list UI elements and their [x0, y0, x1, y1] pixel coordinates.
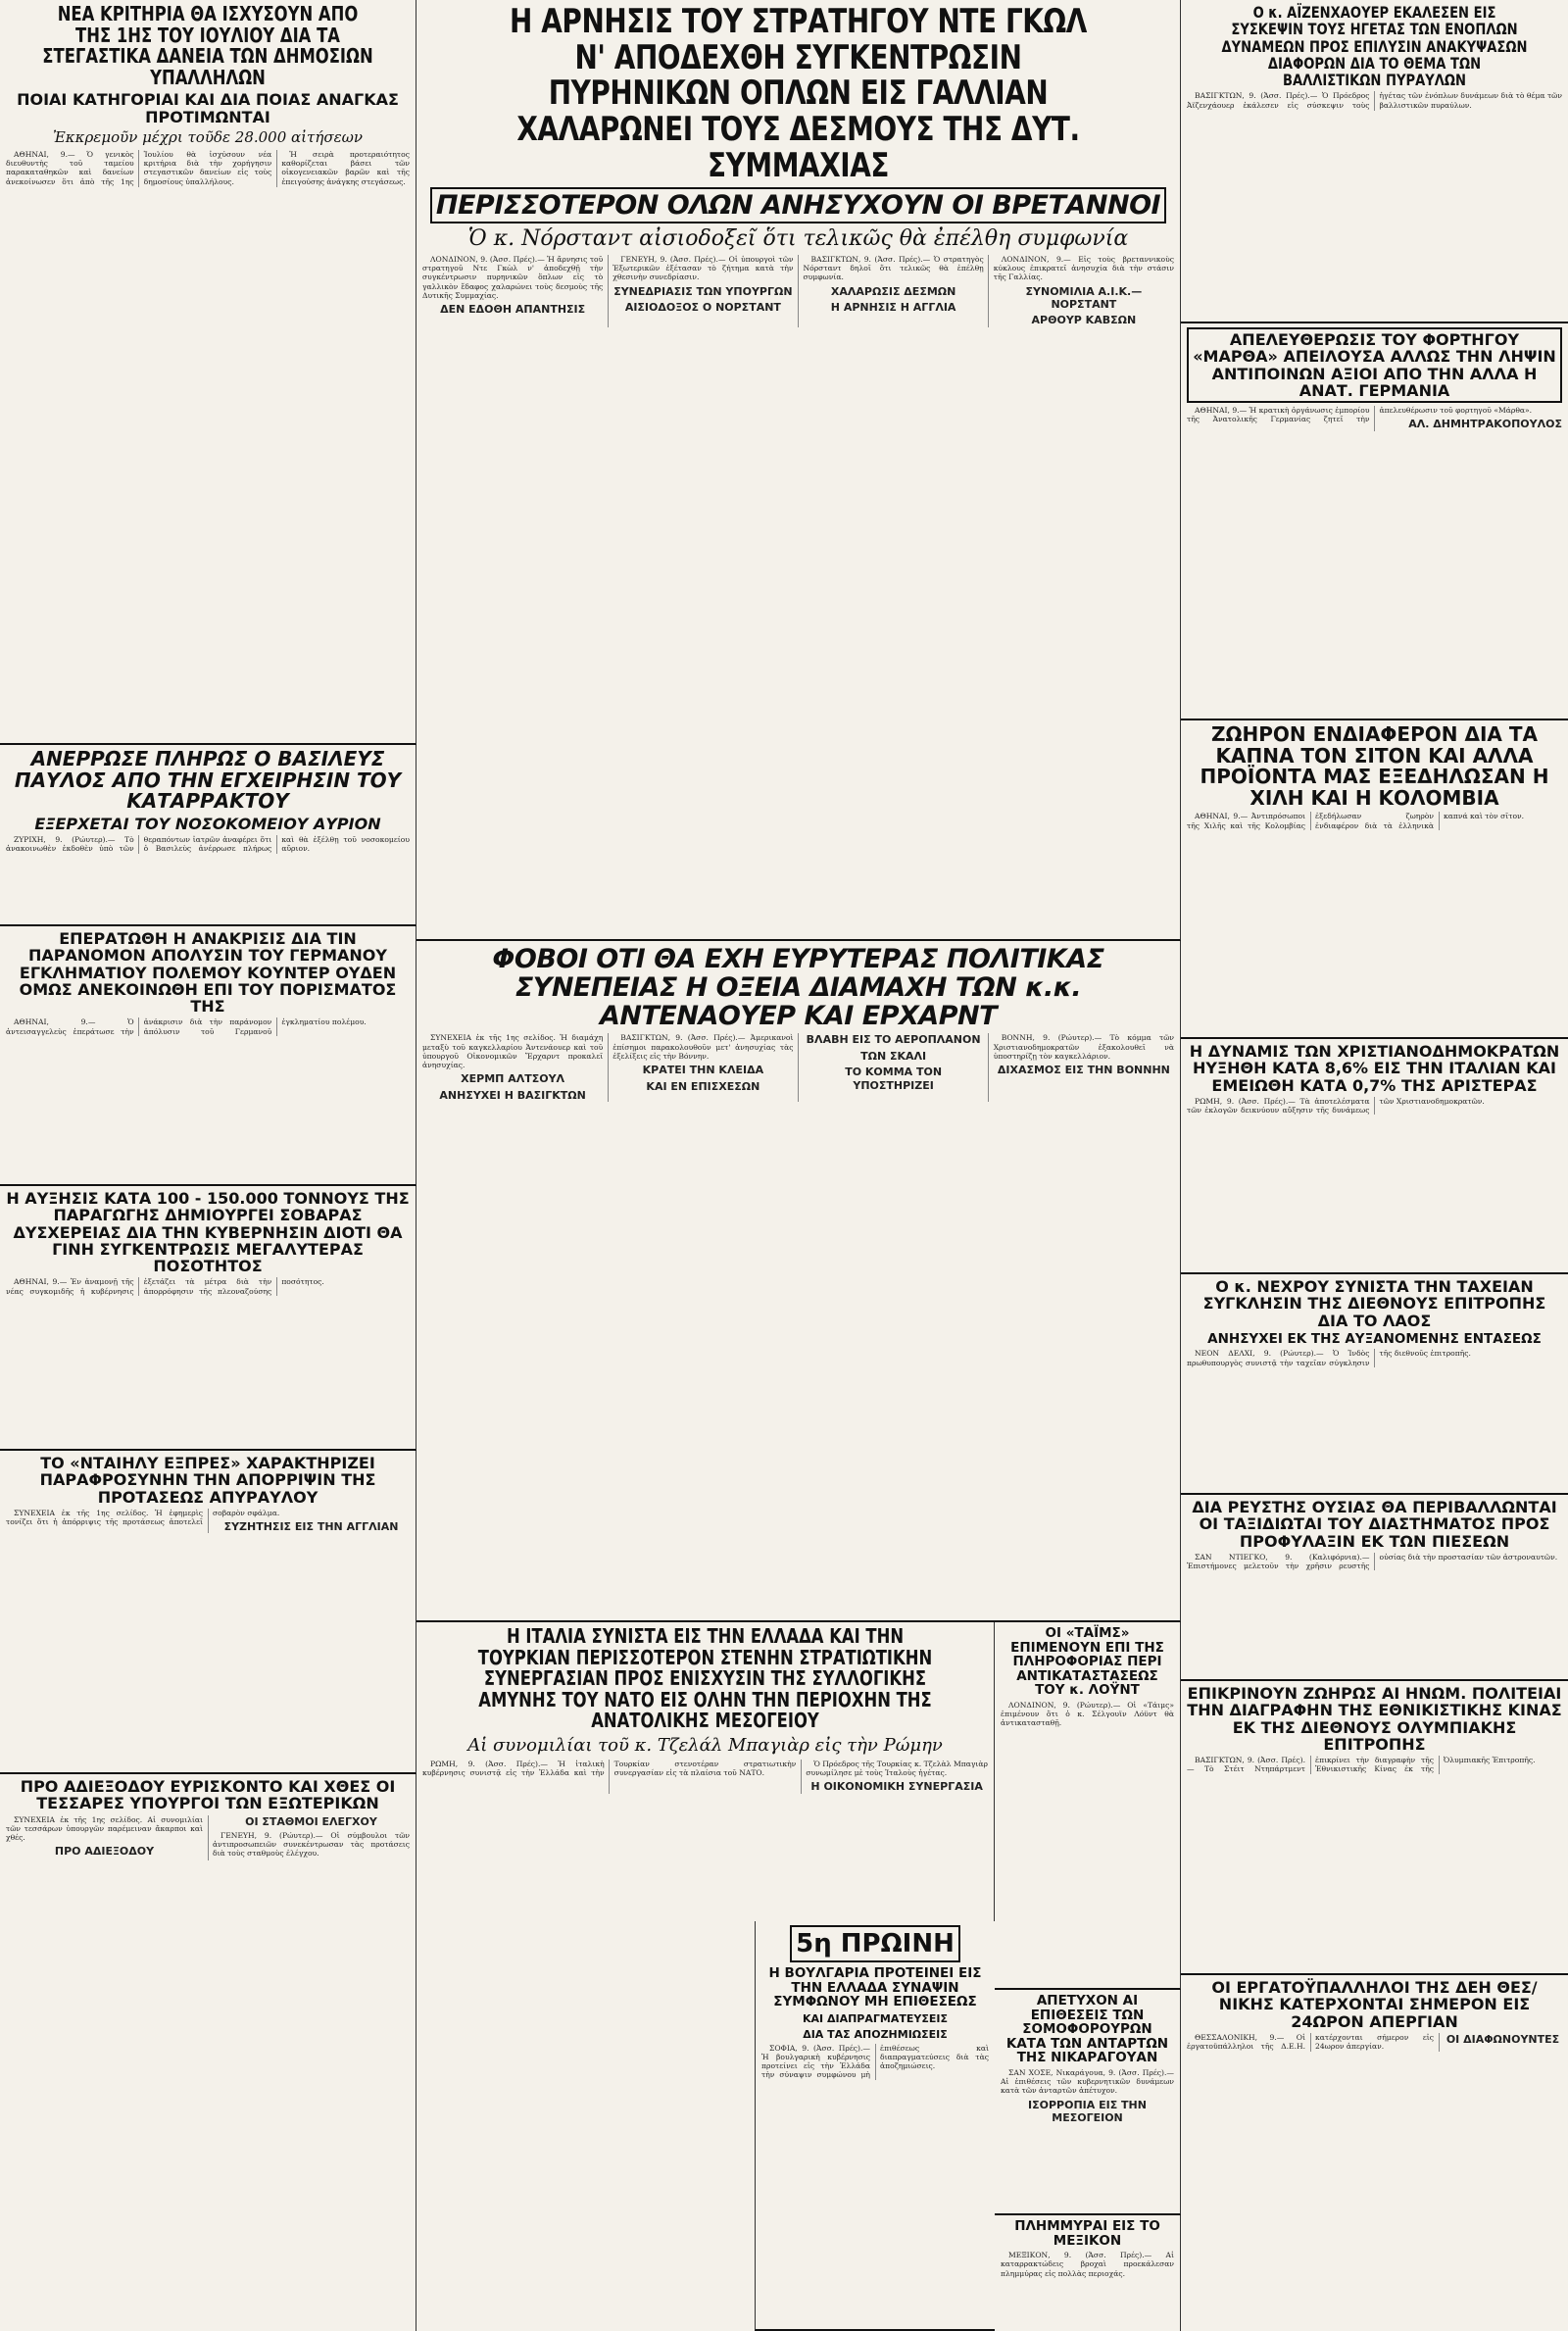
article-mexico-floods: [995, 2215, 1181, 2331]
paragraph: ΒΑΣΙΓΚΤΩΝ, 9. (Ἀσσ. Πρές).— Ὁ Πρόεδρος Ἀϊζενχάουερ ἐκάλεσεν εἰς σύσκεψιν τοὺς ἡγέτας τῶν ἐνόπλων δυνάμεων διὰ τὸ θέμα τῶν βαλλιστικῶν πυραύλων.: [1187, 91, 1562, 110]
kicker: ΑΙΣΙΟΔΟΞΟΣ Ο ΝΟΡΣΤΑΝΤ: [624, 300, 781, 314]
headline: ΑΠΕΤΥΧΟΝ ΑΙ ΕΠΙΘΕΣΕΙΣ ΤΩΝ ΣΟΜΟΦΟΡΟΥΡΩΝ ΚΑΤΑ ΤΩΝ ΑΝΤΑΡΤΩΝ ΤΗΣ ΝΙΚΑΡΑΓΟΥΑΝ: [1005, 1993, 1169, 2066]
paragraph: Ὁ Πρόεδρος τῆς Τουρκίας κ. Τζελὰλ Μπαγιὰρ συνωμίλησε μὲ τοὺς Ἰταλοὺς ἡγέτας.: [806, 1759, 988, 1778]
article-daily-express: [0, 1451, 416, 1774]
article-body: [6, 835, 410, 854]
headline: Η ΒΟΥΛΓΑΡΙΑ ΠΡΟΤΕΙΝΕΙ ΕΙΣ ΤΗΝ ΕΛΛΑΔΑ ΣΥΝΑΨΙΝ ΣΥΜΦΩΝΟΥ ΜΗ ΕΠΙΘΕΣΕΩΣ: [768, 1965, 982, 2010]
paragraph: ΒΑΣΙΓΚΤΩΝ, 9. (Ἀσσ. Πρές).— Τὸ Στέιτ Ντηπάρτμεντ ἐπικρίνει τὴν διαγραφὴν τῆς Ἐθνικιστικῆς Κίνας ἐκ τῆς Ὀλυμπιακῆς Ἐπιτροπῆς.: [1187, 1756, 1536, 1774]
paragraph: ΣΑΝ ΧΟΣΕ, Νικαράγουα, 9. (Ἀσσ. Πρές).— Αἱ ἐπιθέσεις τῶν κυβερνητικῶν δυνάμεων κατὰ τῶν ἀνταρτῶν ἀπέτυχον.: [1001, 2067, 1174, 2096]
paragraph: ΒΑΣΙΓΚΤΩΝ, 9. (Ἀσσ. Πρές).— Ἀμερικανοὶ ἐπίσημοι παρακολουθοῦν μετ' ἀνησυχίας τὰς ἐξελίξεις εἰς τὴν Βόννην.: [612, 1033, 794, 1061]
kicker: ΧΕΡΜΠ ΑΛΤΣΟΥΛ: [461, 1072, 565, 1086]
kicker: ΔΙΑ ΤΑΣ ΑΠΟΖΗΜΙΩΣΕΙΣ: [803, 2027, 948, 2041]
article-body: [1187, 812, 1562, 830]
paragraph: ΜΕΞΙΚΟΝ, 9. (Ἀσσ. Πρές).— Αἱ καταρρακτώδεις βροχαὶ προεκάλεσαν πλημμύρας εἰς πολλὰς περιοχάς.: [1001, 2251, 1174, 2278]
article-body: [1187, 1553, 1562, 1571]
article-body: [422, 1760, 988, 1794]
subheadline: ΠΟΙΑΙ ΚΑΤΗΓΟΡΙΑΙ ΚΑΙ ΔΙΑ ΠΟΙΑΣ ΑΝΑΓΚΑΣ ΠΡΟΤΙΜΩΝΤΑΙ: [17, 90, 399, 126]
article-kounter-inquiry: [0, 926, 416, 1186]
paragraph: ΣΥΝΕΧΕΙΑ ἐκ τῆς 1ης σελίδος. Αἱ συνομιλίαι τῶν τεσσάρων ὑπουργῶν παρέμειναν ἄκαρποι καὶ χθές.: [6, 1814, 203, 1843]
article-body: [422, 1033, 1174, 1102]
article-body: [6, 1277, 410, 1296]
byline: ΑΡΘΟΥΡ ΚΑΒΣΩΝ: [1031, 314, 1137, 327]
paragraph: ΡΩΜΗ, 9. (Ἀσσ. Πρές).— Τὰ ἀποτελέσματα τῶν ἐκλογῶν δεικνύουν αὔξησιν τῆς δυνάμεως τῶν Χριστιανοδημοκρατῶν.: [1187, 1096, 1485, 1116]
article-housing-loans: [0, 0, 416, 745]
article-body: [422, 255, 1174, 327]
kicker: ΤΩΝ ΣΚΑΛΙ: [860, 1049, 927, 1063]
kicker: Η ΟΙΚΟΝΟΜΙΚΗ ΣΥΝΕΡΓΑΣΙΑ: [810, 1780, 983, 1794]
edition-banner: 5η ΠΡΩΙΝΗ: [790, 1925, 960, 1962]
article-chile-colombia: [1181, 720, 1568, 1039]
article-martha-ship: [1181, 323, 1568, 720]
kicker: ΚΡΑΤΕΙ ΤΗΝ ΚΛΕΙΔΑ: [642, 1064, 764, 1077]
article-body: [1001, 2251, 1174, 2280]
headline: ΕΠΕΡΑΤΩΘΗ Η ΑΝΑΚΡΙΣΙΣ ΔΙΑ ΤΙΝ ΠΑΡΑΝΟΜΟΝ ΑΠΟΛΥΣΙΝ ΤΟΥ ΓΕΡΜΑΝΟΥ ΕΓΚΛΗΜΑΤΙΟΥ ΠΟΛΕΜΟΥ ΚΟΥΝΤΕΡ ΟΥΔΕΝ ΟΜΩΣ ΑΝΕΚΟΙΝΩΘΗ ΕΠΙ ΤΟΥ ΠΟΡΙΣΜΑΤΟΣ ΤΗΣ: [19, 929, 397, 1017]
article-production-increase: [0, 1186, 416, 1451]
kicker: ΠΡΟ ΑΔΙΕΞΟΔΟΥ: [54, 1845, 155, 1859]
paragraph: ΣΑΝ ΝΤΙΕΓΚΟ, 9. (Καλιφόρνια).— Ἐπιστήμονες μελετοῦν τὴν χρῆσιν ρευστῆς οὐσίας διὰ τὴν προστασίαν τῶν ἀστροναυτῶν.: [1187, 1552, 1558, 1571]
paragraph: ΑΘΗΝΑΙ, 9.— Ἐν ἀναμονῇ τῆς νέας συγκομιδῆς ἡ κυβέρνησις ἐξετάζει τὰ μέτρα διὰ τὴν ἀπορρόφησιν τῆς πλεοναζούσης ποσότητος.: [6, 1277, 324, 1296]
article-eisenhower: [1181, 0, 1568, 323]
byline: ΑΛ. ΔΗΜΗΤΡΑΚΟΠΟΥΛΟΣ: [1408, 418, 1562, 431]
article-christian-democrats: [1181, 1039, 1568, 1274]
article-de-gaulle: [416, 0, 1181, 941]
kicker: ΙΣΟΡΡΟΠΙΑ ΕΙΣ ΤΗΝ ΜΕΣΟΓΕΙΟΝ: [1028, 2098, 1147, 2125]
headline: ΠΛΗΜΜΥΡΑΙ ΕΙΣ ΤΟ ΜΕΞΙΚΟΝ: [1014, 2218, 1160, 2249]
headline: ΟΙ «ΤΑΪΜΣ» ΕΠΙΜΕΝΟΥΝ ΕΠΙ ΤΗΣ ΠΛΗΡΟΦΟΡΙΑΣ ΠΕΡΙ ΑΝΤΙΚΑΤΑΣΤΑΣΕΩΣ ΤΟΥ κ. ΛΟΫΝΤ: [1010, 1625, 1164, 1699]
paragraph: ΛΟΝΔΙΝΟΝ, 9. (Ἀσσ. Πρές).— Ἡ ἄρνησις τοῦ στρατηγοῦ Ντε Γκὼλ ν' ἀποδεχθῇ τὴν συγκέντρωσιν πυρηνικῶν ὅπλων εἰς τὸ γαλλικὸν ἔδαφος χαλαρώνει τοὺς δεσμοὺς τῆς Δυτικῆς Συμμαχίας.: [422, 254, 604, 300]
article-body: [1001, 2068, 1174, 2128]
headline: ΕΠΙΚΡΙΝΟΥΝ ΖΩΗΡΩΣ ΑΙ ΗΝΩΜ. ΠΟΛΙΤΕΙΑΙ ΤΗΝ ΔΙΑΓΡΑΦΗΝ ΤΗΣ ΕΘΝΙΚΙΣΤΙΚΗΣ ΚΙΝΑΣ ΕΚ ΤΗΣ ΔΙΕΘΝΟΥΣ ΟΛΥΜΠΙΑΚΗΣ ΕΠΙΤΡΟΠΗΣ: [1187, 1684, 1562, 1754]
paragraph: ΑΘΗΝΑΙ, 9.— Ὁ ἀντεισαγγελεὺς ἐπεράτωσε τὴν ἀνάκρισιν διὰ τὴν παράνομον ἀπόλυσιν τοῦ Γερμανοῦ ἐγκληματίου πολέμου.: [6, 1017, 367, 1036]
kicker: ΔΕΝ ΕΔΟΘΗ ΑΠΑΝΤΗΣΙΣ: [440, 303, 586, 316]
paragraph: ΝΕΟΝ ΔΕΛΧΙ, 9. (Ρώυτερ).— Ὁ Ἰνδὸς πρωθυπουργὸς συνιστᾷ τὴν ταχεῖαν σύγκλησιν τῆς διεθνοῦς ἐπιτροπῆς.: [1187, 1349, 1471, 1367]
paragraph: ΑΘΗΝΑΙ, 9.— Ὁ γενικὸς διευθυντὴς τοῦ ταμείου παρακαταθηκῶν καὶ δανείων ἀνεκοίνωσεν ὅτι ἀπὸ τῆς 1ης Ἰουλίου θὰ ἰσχύσουν νέα κριτήρια διὰ τὴν χορήγησιν στεγαστικῶν δανείων εἰς τοὺς δημοσίους ὑπαλλήλους.: [6, 149, 272, 186]
article-olympic-china: [1181, 1681, 1568, 1975]
paragraph: ΣΟΦΙΑ, 9. (Ἀσσ. Πρές).— Ἡ βουλγαρικὴ κυβέρνησις προτείνει εἰς τὴν Ἑλλάδα τὴν σύναψιν συμφώνου μὴ ἐπιθέσεως καὶ διαπραγματεύσεις διὰ τὰς ἀποζημιώσεις.: [761, 2043, 989, 2080]
headline: ΦΟΒΟΙ ΟΤΙ ΘΑ ΕΧΗ ΕΥΡΥΤΕΡΑΣ ΠΟΛΙΤΙΚΑΣ ΣΥΝΕΠΕΙΑΣ Η ΟΞΕΙΑ ΔΙΑΜΑΧΗ ΤΩΝ κ.κ. ΑΝΤΕΝΑΟΥΕΡ ΚΑΙ ΕΡΧΑΡΝΤ: [492, 944, 1104, 1032]
kicker: ΑΝΗΣΥΧΕΙ Η ΒΑΣΙΓΚΤΩΝ: [439, 1088, 586, 1102]
article-bulgaria: [755, 1921, 995, 2331]
paragraph: Ἡ σειρὰ προτεραιότητος καθορίζεται βάσει τῶν οἰκογενειακῶν βαρῶν καὶ τῆς ἐπειγούσης ἀνάγκης στεγάσεως.: [281, 149, 410, 186]
subheadline: ΕΞΕΡΧΕΤΑΙ ΤΟΥ ΝΟΣΟΚΟΜΕΙΟΥ ΑΥΡΙΟΝ: [34, 814, 381, 833]
paragraph: ΛΟΝΔΙΝΟΝ, 9.— Εἰς τοὺς βρεταννικοὺς κύκλους ἐπικρατεῖ ἀνησυχία διὰ τὴν στάσιν τῆς Γαλλίας.: [993, 254, 1174, 282]
paragraph: ΒΑΣΙΓΚΤΩΝ, 9. (Ἀσσ. Πρές).— Ὁ στρατηγὸς Νόρσταντ δηλοῖ ὅτι τελικῶς θὰ ἐπέλθῃ συμφωνία.: [803, 254, 984, 282]
headline: ΝΕΑ ΚΡΙΤΗΡΙΑ ΘΑ ΙΣΧΥΣΟΥΝ ΑΠΟ ΤΗΣ 1ΗΣ ΤΟΥ ΙΟΥΛΙΟΥ ΔΙΑ ΤΑ ΣΤΕΓΑΣΤΙΚΑ ΔΑΝΕΙΑ ΤΩΝ ΔΗΜΟΣΙΩΝ ΥΠΑΛΛΗΛΩΝ: [42, 2, 373, 89]
kicker: ΟΙ ΣΤΑΘΜΟΙ ΕΛΕΓΧΟΥ: [245, 1814, 377, 1828]
article-adenauer-erhard: [416, 941, 1181, 1622]
paragraph: ΣΥΝΕΧΕΙΑ ἐκ τῆς 1ης σελίδος. Ἡ ἐφημερὶς τονίζει ὅτι ἡ ἀπόρριψις τῆς προτάσεως ἀποτελεῖ σοβαρὸν σφάλμα.: [6, 1508, 280, 1527]
deck: Αἱ συνομιλίαι τοῦ κ. Τζελάλ Μπαγιὰρ εἰς τὴν Ρώμην: [467, 1734, 943, 1756]
paragraph: ΖΥΡΙΧΗ, 9. (Ρώυτερ).— Τὸ ἀνακοινωθὲν ἐκδοθὲν ὑπὸ τῶν θεραπόντων ἰατρῶν ἀναφέρει ὅτι ὁ Βασιλεὺς ἀνέρρωσε πλήρως καὶ θὰ ἐξέλθῃ τοῦ νοσοκομείου αὔριον.: [6, 835, 410, 854]
article-body: [6, 1017, 410, 1036]
headline: Η ΙΤΑΛΙΑ ΣΥΝΙΣΤΑ ΕΙΣ ΤΗΝ ΕΛΛΑΔΑ ΚΑΙ ΤΗΝ ΤΟΥΡΚΙΑΝ ΠΕΡΙΣΣΟΤΕΡΟΝ ΣΤΕΝΗΝ ΣΤΡΑΤΙΩΤΙΚΗΝ ΣΥΝΕΡΓΑΣΙΑΝ ΠΡΟΣ ΕΝΙΣΧΥΣΙΝ ΤΗΣ ΣΥΛΛΟΓΙΚΗΣ ΑΜΥΝΗΣ ΤΟΥ ΝΑΤΟ ΕΙΣ ΟΛΗΝ ΤΗΝ ΠΕΡΙΟΧΗΝ ΤΗΣ ΑΝΑΤΟΛΙΚΗΣ ΜΕΣΟΓΕΙΟΥ: [477, 1624, 933, 1733]
article-body: [1001, 1701, 1174, 1730]
paragraph: ΒΟΝΝΗ, 9. (Ρώυτερ).— Τὸ κόμμα τῶν Χριστιανοδημοκρατῶν ἐξακολουθεῖ νὰ ὑποστηρίζῃ τὸν καγκελλάριον.: [993, 1033, 1174, 1061]
article-body: [761, 2044, 989, 2080]
article-body: [6, 150, 410, 187]
paragraph: ΣΥΝΕΧΕΙΑ ἐκ τῆς 1ης σελίδος. Ἡ διαμάχη μεταξὺ τοῦ καγκελλαρίου Ἀντενάουερ καὶ τοῦ ὑπουργοῦ Οἰκονομικῶν Ἔρχαρντ προκαλεῖ ἀνησυχίας.: [422, 1033, 604, 1070]
kicker: ΤΟ ΚΟΜΜΑ ΤΟΝ ΥΠΟΣΤΗΡΙΖΕΙ: [845, 1066, 943, 1092]
paragraph: ΓΕΝΕΥΗ, 9. (Ἀσσ. Πρές).— Οἱ ὑπουργοὶ τῶν Ἐξωτερικῶν ἐξέτασαν τὸ ζήτημα κατὰ τὴν χθεσινὴν συνεδρίασιν.: [612, 254, 794, 282]
paragraph: ΑΘΗΝΑΙ, 9.— Ἡ κρατικὴ ὀργάνωσις ἐμπορίου τῆς Ἀνατολικῆς Γερμανίας ζητεῖ τὴν ἀπελευθέρωσιν τοῦ φορτηγοῦ «Μάρθα».: [1187, 406, 1533, 424]
headline: ΔΙΑ ΡΕΥΣΤΗΣ ΟΥΣΙΑΣ ΘΑ ΠΕΡΙΒΑΛΛΩΝΤΑΙ ΟΙ ΤΑΞΙΔΙΩΤΑΙ ΤΟΥ ΔΙΑΣΤΗΜΑΤΟΣ ΠΡΟΣ ΠΡΟΦΥΛΑΞΙΝ ΕΚ ΤΩΝ ΠΙΕΣΕΩΝ: [1192, 1498, 1557, 1551]
paragraph: ΡΩΜΗ, 9. (Ἀσσ. Πρές).— Ἡ ἰταλικὴ κυβέρνησις συνιστᾷ εἰς τὴν Ἑλλάδα καὶ τὴν Τουρκίαν στενοτέραν στρατιωτικὴν συνεργασίαν εἰς τὰ πλαίσια τοῦ ΝΑΤΟ.: [422, 1759, 797, 1778]
deck: Ἐκκρεμοῦν μέχρι τοῦδε 28.000 αἰτήσεων: [53, 127, 363, 146]
article-body: [1187, 1349, 1562, 1367]
article-body: [1187, 2033, 1562, 2052]
article-body: [1187, 1756, 1562, 1774]
kicker: ΚΑΙ ΕΝ ΕΠΙΣΧΕΣΩΝ: [646, 1079, 760, 1093]
article-nehru-laos: [1181, 1274, 1568, 1495]
kicker: ΒΛΑΒΗ ΕΙΣ ΤΟ ΑΕΡΟΠΛΑΝΟΝ: [806, 1033, 981, 1047]
subheadline: ΠΕΡΙΣΣΟΤΕΡΟΝ ΟΛΩΝ ΑΝΗΣΥΧΟΥΝ ΟΙ ΒΡΕΤΑΝΝΟΙ: [430, 187, 1166, 223]
article-body: [6, 1509, 410, 1534]
article-body: [1187, 91, 1562, 111]
kicker: ΔΙΧΑΣΜΟΣ ΕΙΣ ΤΗΝ ΒΟΝΝΗΝ: [997, 1064, 1170, 1077]
kicker: ΚΑΙ ΔΙΑΠΡΑΓΜΑΤΕΥΣΕΙΣ: [803, 2011, 948, 2025]
headline: ΤΟ «ΝΤΑΙΗΛΥ ΕΞΠΡΕΣ» ΧΑΡΑΚΤΗΡΙΖΕΙ ΠΑΡΑΦΡΟΣΥΝΗΝ ΤΗΝ ΑΠΟΡΡΙΨΙΝ ΤΗΣ ΠΡΟΤΑΣΕΩΣ ΑΠΥΡΑΥΛΟΥ: [39, 1454, 376, 1507]
headline: Η ΑΡΝΗΣΙΣ ΤΟΥ ΣΤΡΑΤΗΓΟΥ ΝΤΕ ΓΚΩΛ Ν' ΑΠΟΔΕΧΘΗ ΣΥΓΚΕΝΤΡΩΣΙΝ ΠΥΡΗΝΙΚΩΝ ΟΠΛΩΝ ΕΙΣ ΓΑΛΛΙΑΝ ΧΑΛΑΡΩΝΕΙ ΤΟΥΣ ΔΕΣΜΟΥΣ ΤΗΣ ΔΥΤ. ΣΥΜΜΑΧΙΑΣ: [510, 2, 1087, 185]
subheadline: ΑΝΗΣΥΧΕΙ ΕΚ ΤΗΣ ΑΥΞΑΝΟΜΕΝΗΣ ΕΝΤΑΣΕΩΣ: [1207, 1330, 1542, 1347]
article-taims: [995, 1622, 1181, 1990]
headline: Η ΑΥΞΗΣΙΣ ΚΑΤΑ 100 - 150.000 ΤΟΝΝΟΥΣ ΤΗΣ ΠΑΡΑΓΩΓΗΣ ΔΗΜΙΟΥΡΓΕΙ ΣΟΒΑΡΑΣ ΔΥΣΧΕΡΕΙΑΣ ΔΙΑ ΤΗΝ ΚΥΒΕΡΝΗΣΙΝ ΔΙΟΤΙ ΘΑ ΓΙΝΗ ΣΥΓΚΕΝΤΡΩΣΙΣ ΜΕΓΑΛΥΤΕΡΑΣ ΠΟΣΟΤΗΤΟΣ: [6, 1189, 410, 1276]
headline: ΑΠΕΛΕΥΘΕΡΩΣΙΣ ΤΟΥ ΦΟΡΤΗΓΟΥ «ΜΑΡΘΑ» ΑΠΕΙΛΟΥΣΑ ΑΛΛΩΣ ΤΗΝ ΛΗΨΙΝ ΑΝΤΙΠΟΙΝΩΝ ΑΞΙΟΙ ΑΠΟ ΤΗΝ ΑΛΛΑ Η ΑΝΑΤ. ΓΕΡΜΑΝΙΑ: [1187, 327, 1562, 403]
article-dei-strike: [1181, 1975, 1568, 2331]
article-nicaragua: [995, 1990, 1181, 2215]
headline: Ο κ. ΝΕΧΡΟΥ ΣΥΝΙΣΤΑ ΤΗΝ ΤΑΧΕΙΑΝ ΣΥΓΚΛΗΣΙΝ ΤΗΣ ΔΙΕΘΝΟΥΣ ΕΠΙΤΡΟΠΗΣ ΔΙΑ ΤΟ ΛΑΟΣ: [1202, 1277, 1546, 1330]
paragraph: ΓΕΝΕΥΗ, 9. (Ρώυτερ).— Οἱ σύμβουλοι τῶν ἀντιπροσωπειῶν συνεκέντρωσαν τὰς προτάσεις διὰ τοὺς σταθμοὺς ἐλέγχου.: [213, 1830, 410, 1859]
paragraph: ΑΘΗΝΑΙ, 9.— Ἀντιπρόσωποι τῆς Χιλῆς καὶ τῆς Κολομβίας ἐξεδήλωσαν ζωηρὸν ἐνδιαφέρον διὰ τὰ ἑλληνικὰ καπνά καὶ τὸν σῖτον.: [1187, 812, 1525, 830]
headline: Η ΔΥΝΑΜΙΣ ΤΩΝ ΧΡΙΣΤΙΑΝΟΔΗΜΟΚΡΑΤΩΝ ΗΥΞΗΘΗ ΚΑΤΑ 8,6% ΕΙΣ ΤΗΝ ΙΤΑΛΙΑΝ ΚΑΙ ΕΜΕΙΩΘΗ ΚΑΤΑ 0,7% ΤΗΣ ΑΡΙΣΤΕΡΑΣ: [1189, 1042, 1560, 1095]
paragraph: ΘΕΣΣΑΛΟΝΙΚΗ, 9.— Οἱ ἐργατοϋπάλληλοι τῆς Δ.Ε.Η. κατέρχονται σήμερον εἰς 24ωρον ἀπεργίαν.: [1187, 2032, 1434, 2052]
article-foreign-ministers: [0, 1774, 416, 2331]
article-body: [1187, 406, 1562, 431]
article-king-paul: [0, 745, 416, 926]
headline: ΠΡΟ ΑΔΙΕΞΟΔΟΥ ΕΥΡΙΣΚΟΝΤΟ ΚΑΙ ΧΘΕΣ ΟΙ ΤΕΣΣΑΡΕΣ ΥΠΟΥΡΓΟΙ ΤΩΝ ΕΞΩΤΕΡΙΚΩΝ: [20, 1777, 396, 1813]
headline: Ο κ. ΑΪΖΕΝΧΑΟΥΕΡ ΕΚΑΛΕΣΕΝ ΕΙΣ ΣΥΣΚΕΨΙΝ ΤΟΥΣ ΗΓΕΤΑΣ ΤΩΝ ΕΝΟΠΛΩΝ ΔΥΝΑΜΕΩΝ ΠΡΟΣ ΕΠΙΛΥΣΙΝ ΑΝΑΚΥΨΑΣΩΝ ΔΙΑΦΟΡΩΝ ΔΙΑ ΤΟ ΘΕΜΑ ΤΩΝ ΒΑΛΛΙΣΤΙΚΩΝ ΠΥΡΑΥΛΩΝ: [1221, 3, 1528, 90]
article-space-travelers: [1181, 1495, 1568, 1681]
kicker: Η ΑΡΝΗΣΙΣ Η ΑΓΓΛΙΑ: [830, 300, 956, 314]
kicker: ΟΙ ΔΙΑΦΩΝΟΥΝΤΕΣ: [1446, 2032, 1560, 2046]
deck: Ὁ κ. Νόρσταντ αἰσιοδοξεῖ ὅτι τελικῶς θὰ ἐπέλθη συμφωνία: [467, 225, 1129, 251]
kicker: ΣΥΝΕΔΡΙΑΣΙΣ ΤΩΝ ΥΠΟΥΡΓΩΝ: [613, 284, 793, 298]
kicker: ΣΥΖΗΤΗΣΙΣ ΕΙΣ ΤΗΝ ΑΓΓΛΙΑΝ: [223, 1520, 399, 1534]
headline: ΖΩΗΡΟΝ ΕΝΔΙΑΦΕΡΟΝ ΔΙΑ ΤΑ ΚΑΠΝΑ ΤΟΝ ΣΙΤΟΝ ΚΑΙ ΑΛΛΑ ΠΡΟΪΟΝΤΑ ΜΑΣ ΕΞΕΔΗΛΩΣΑΝ Η ΧΙΛΗ ΚΑΙ Η ΚΟΛΟΜΒΙΑ: [1200, 722, 1549, 810]
kicker: ΣΥΝΟΜΙΛΙΑ Α.Ι.Κ.—ΝΟΡΣΤΑΝΤ: [1025, 284, 1143, 311]
article-body: [6, 1815, 410, 1861]
paragraph: ΛΟΝΔΙΝΟΝ, 9. (Ρώυτερ).— Οἱ «Τάιμς» ἐπιμένουν ὅτι ὁ κ. Σέλγουϊν Λόϋντ θὰ ἀντικατασταθῇ.: [1001, 1700, 1174, 1728]
headline: ΟΙ ΕΡΓΑΤΟΫΠΑΛΛΗΛΟΙ ΤΗΣ ΔΕΗ ΘΕΣ/ΝΙΚΗΣ ΚΑΤΕΡΧΟΝΤΑΙ ΣΗΜΕΡΟΝ ΕΙΣ 24ΩΡΟΝ ΑΠΕΡΓΙΑΝ: [1211, 1978, 1538, 2031]
article-body: [1187, 1097, 1562, 1116]
kicker: ΧΑΛΑΡΩΣΙΣ ΔΕΣΜΩΝ: [830, 284, 956, 298]
headline: ΑΝΕΡΡΩΣΕ ΠΛΗΡΩΣ Ο ΒΑΣΙΛΕΥΣ ΠΑΥΛΟΣ ΑΠΟ ΤΗΝ ΕΓΧΕΙΡΗΣΙΝ ΤΟΥ ΚΑΤΑΡΡΑΚΤΟΥ: [14, 747, 402, 814]
